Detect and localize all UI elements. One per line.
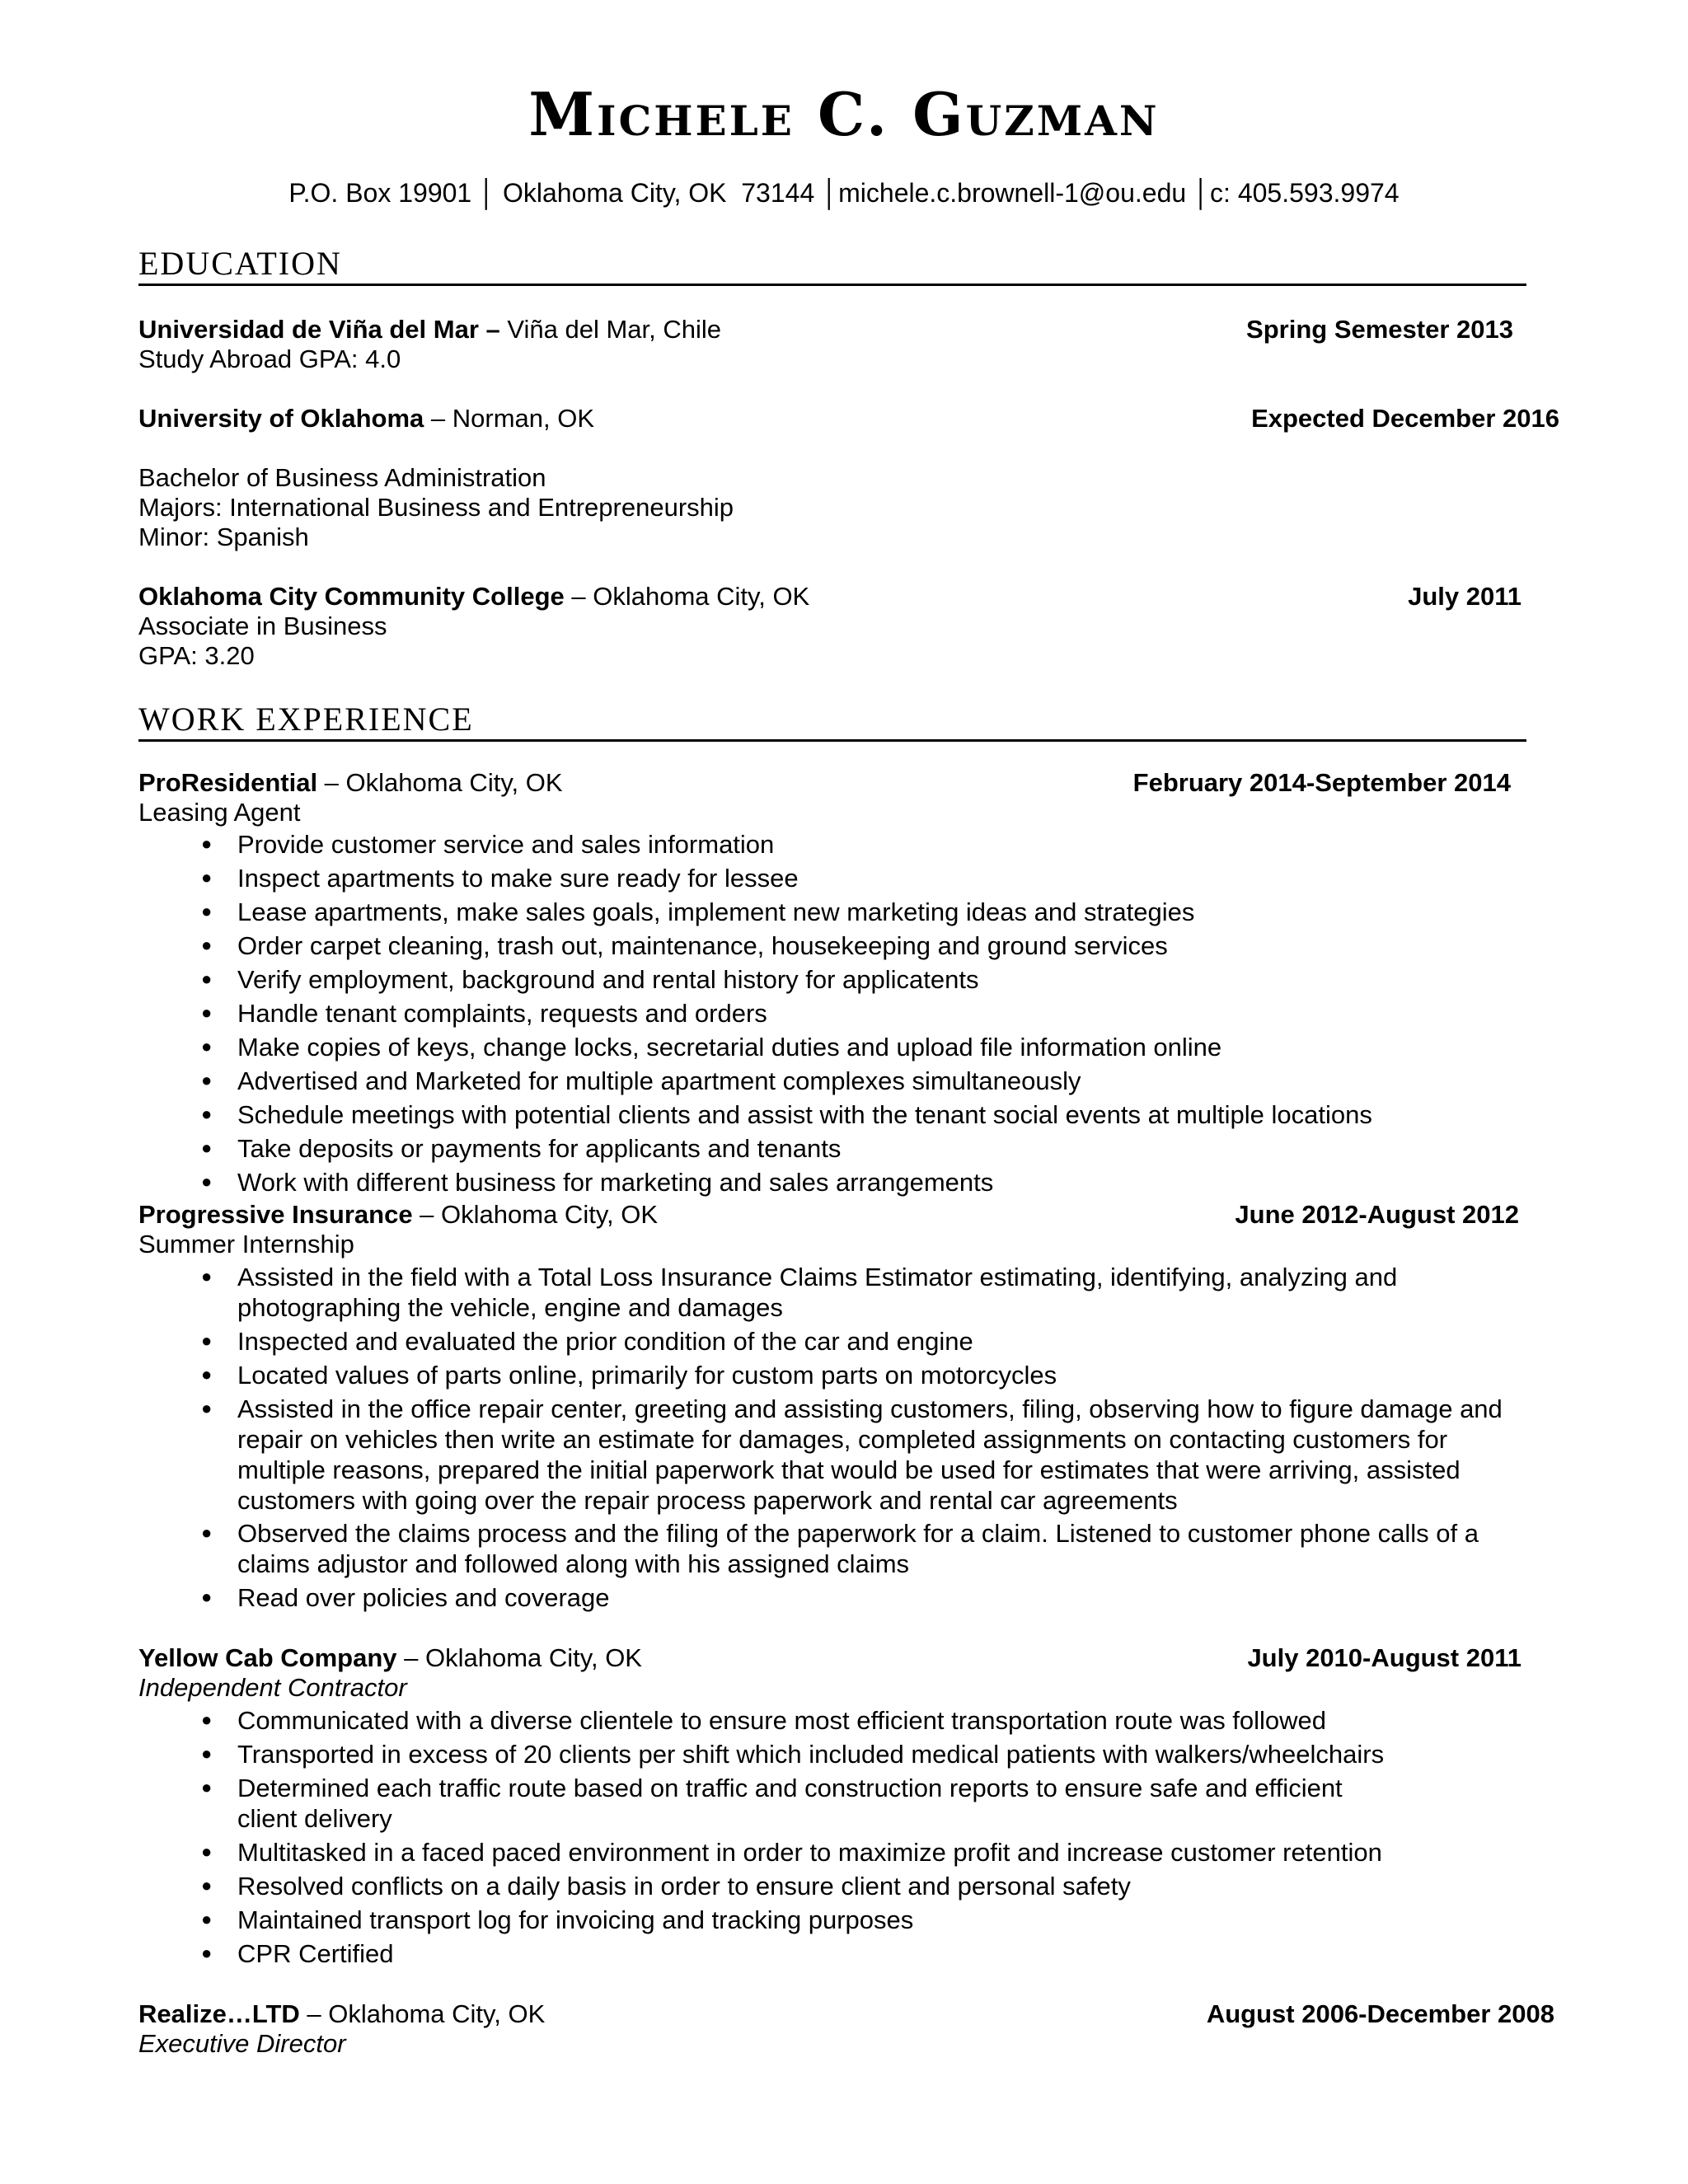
job-1-bullet-11: Work with different business for marketing and sales arrangements	[237, 1168, 994, 1197]
edu-2-detail-3: Minor: Spanish	[138, 523, 309, 551]
job-2-bullet-3: Located values of parts online, primarily for custom parts on motorcycles	[237, 1361, 1057, 1390]
bullet-dot-icon: ●	[201, 1266, 213, 1286]
job-2-company: Progressive Insurance	[138, 1200, 413, 1229]
edu-2-location: – Norman, OK	[424, 404, 595, 433]
bullet-dot-icon: ●	[201, 1330, 213, 1351]
bullet-dot-icon: ●	[201, 867, 213, 888]
edu-entry-3-line	[138, 582, 809, 612]
job-4-line	[138, 1999, 545, 2029]
bullet-dot-icon: ●	[201, 1137, 213, 1158]
job-3-date: July 2010-August 2011	[1247, 1643, 1522, 1672]
edu-entry-2-line	[138, 404, 594, 434]
job-1-bullet-8: Advertised and Marketed for multiple apartment complexes simultaneously	[237, 1066, 1081, 1095]
job-1-bullet-6: Handle tenant complaints, requests and orders	[237, 999, 767, 1028]
bullet-dot-icon: ●	[201, 968, 213, 989]
edu-3-date: July 2011	[1408, 582, 1522, 611]
education-heading: EDUCATION	[138, 247, 1526, 286]
job-4-date: August 2006-December 2008	[1206, 1999, 1554, 2028]
bullet-dot-icon: ●	[201, 1841, 213, 1862]
job-3-line	[138, 1643, 642, 1673]
job-4-location: – Oklahoma City, OK	[299, 1999, 546, 2028]
job-3-bullet-5: Resolved conflicts on a daily basis in order to ensure client and personal safety	[237, 1872, 1131, 1900]
job-3-company: Yellow Cab Company	[138, 1643, 397, 1672]
job-1-title: Leasing Agent	[138, 798, 301, 827]
edu-3-school: Oklahoma City Community College	[138, 582, 565, 611]
job-1-bullet-5: Verify employment, background and rental history for applicatents	[237, 965, 979, 994]
bullet-dot-icon: ●	[201, 1777, 213, 1797]
bullet-dot-icon: ●	[201, 1364, 213, 1385]
job-2-date: June 2012-August 2012	[1235, 1200, 1519, 1229]
job-3-location: – Oklahoma City, OK	[396, 1643, 642, 1672]
bullet-dot-icon: ●	[201, 1586, 213, 1607]
job-2-location: – Oklahoma City, OK	[412, 1200, 659, 1229]
job-1-company: ProResidential	[138, 768, 318, 797]
job-3-bullet-2: Transported in excess of 20 clients per shift which included medical patients with walkers/wheelchairs	[237, 1740, 1385, 1769]
job-1-location: – Oklahoma City, OK	[317, 768, 563, 797]
edu-1-location: Viña del Mar, Chile	[499, 315, 722, 344]
bullet-dot-icon: ●	[201, 1070, 213, 1090]
bullet-dot-icon: ●	[201, 1398, 213, 1418]
job-4-company: Realize…LTD	[138, 1999, 300, 2028]
work-heading: WORK EXPERIENCE	[138, 703, 1526, 742]
candidate-name: Michele C. Guzman	[528, 79, 1160, 149]
job-1-bullet-3: Lease apartments, make sales goals, implement new marketing ideas and strategies	[237, 898, 1195, 926]
job-2-bullet-4: Assisted in the office repair center, greeting and assisting customers, filing, observing how to figure damage and repair on vehicles then write an estimate for damages, completed assignments on contacting customers for multiple reasons, prepared the initial paperwork that would be used for estimates that were arriving, assisted customers with going over the repair process paperwork and rental car agreements	[237, 1394, 1503, 1515]
edu-3-location: – Oklahoma City, OK	[564, 582, 810, 611]
edu-1-school: Universidad de Viña del Mar –	[138, 315, 500, 344]
edu-3-detail-2: GPA: 3.20	[138, 641, 255, 670]
job-1-bullet-2: Inspect apartments to make sure ready for lessee	[237, 864, 799, 893]
contact-line: P.O. Box 19901 │ Oklahoma City, OK 73144 │michele.c.brownell-1@ou.edu │c: 405.593.9974	[288, 178, 1400, 208]
bullet-dot-icon: ●	[201, 1909, 213, 1929]
job-4-title: Executive Director	[138, 2029, 346, 2058]
job-1-bullet-4: Order carpet cleaning, trash out, maintenance, housekeeping and ground services	[237, 931, 1168, 960]
job-2-bullet-1: Assisted in the field with a Total Loss Insurance Claims Estimator estimating, identifying, analyzing and photographing the vehicle, engine and damages	[237, 1263, 1398, 1322]
edu-1-detail-1: Study Abroad GPA: 4.0	[138, 344, 401, 373]
edu-3-detail-1: Associate in Business	[138, 612, 387, 640]
edu-entry-1-line	[138, 315, 721, 344]
edu-2-detail-2: Majors: International Business and Entrepreneurship	[138, 493, 734, 522]
job-2-bullet-2: Inspected and evaluated the prior condition of the car and engine	[237, 1327, 973, 1356]
bullet-dot-icon: ●	[201, 1943, 213, 1963]
job-2-line	[138, 1200, 658, 1230]
bullet-dot-icon: ●	[201, 1171, 213, 1192]
job-3-bullet-4: Multitasked in a faced paced environment in order to maximize profit and increase customer retention	[237, 1838, 1382, 1867]
job-2-title: Summer Internship	[138, 1230, 354, 1258]
bullet-dot-icon: ●	[201, 1522, 213, 1543]
job-1-bullet-10: Take deposits or payments for applicants and tenants	[237, 1134, 842, 1163]
job-2-bullet-6: Read over policies and coverage	[237, 1583, 610, 1612]
bullet-dot-icon: ●	[201, 1002, 213, 1023]
bullet-dot-icon: ●	[201, 901, 213, 921]
edu-2-detail-1: Bachelor of Business Administration	[138, 463, 546, 492]
job-3-bullet-7: CPR Certified	[237, 1939, 394, 1968]
bullet-dot-icon: ●	[201, 935, 213, 955]
edu-2-school: University of Oklahoma	[138, 404, 424, 433]
edu-1-date: Spring Semester 2013	[1246, 315, 1513, 344]
bullet-dot-icon: ●	[201, 1036, 213, 1057]
job-3-bullet-3: Determined each traffic route based on traffic and construction reports to ensure safe and efficient client delivery	[237, 1774, 1343, 1833]
job-2-bullet-5: Observed the claims process and the filing of the paperwork for a claim. Listened to customer phone calls of a claims adjustor and followed along with his assigned claims	[237, 1519, 1479, 1578]
job-1-bullet-7: Make copies of keys, change locks, secretarial duties and upload file information online	[237, 1033, 1222, 1062]
bullet-dot-icon: ●	[201, 1709, 213, 1730]
job-3-bullet-1: Communicated with a diverse clientele to ensure most efficient transportation route was followed	[237, 1706, 1327, 1735]
job-3-bullet-6: Maintained transport log for invoicing and tracking purposes	[237, 1905, 914, 1934]
edu-2-date: Expected December 2016	[1251, 404, 1559, 433]
bullet-dot-icon: ●	[201, 1104, 213, 1124]
job-1-bullet-9: Schedule meetings with potential clients and assist with the tenant social events at multiple locations	[237, 1100, 1372, 1129]
bullet-dot-icon: ●	[201, 833, 213, 854]
bullet-dot-icon: ●	[201, 1875, 213, 1896]
job-1-date: February 2014-September 2014	[1132, 768, 1511, 797]
job-3-title: Independent Contractor	[138, 1673, 407, 1702]
job-1-line	[138, 768, 563, 798]
job-1-bullet-1: Provide customer service and sales information	[237, 830, 775, 859]
bullet-dot-icon: ●	[201, 1743, 213, 1764]
